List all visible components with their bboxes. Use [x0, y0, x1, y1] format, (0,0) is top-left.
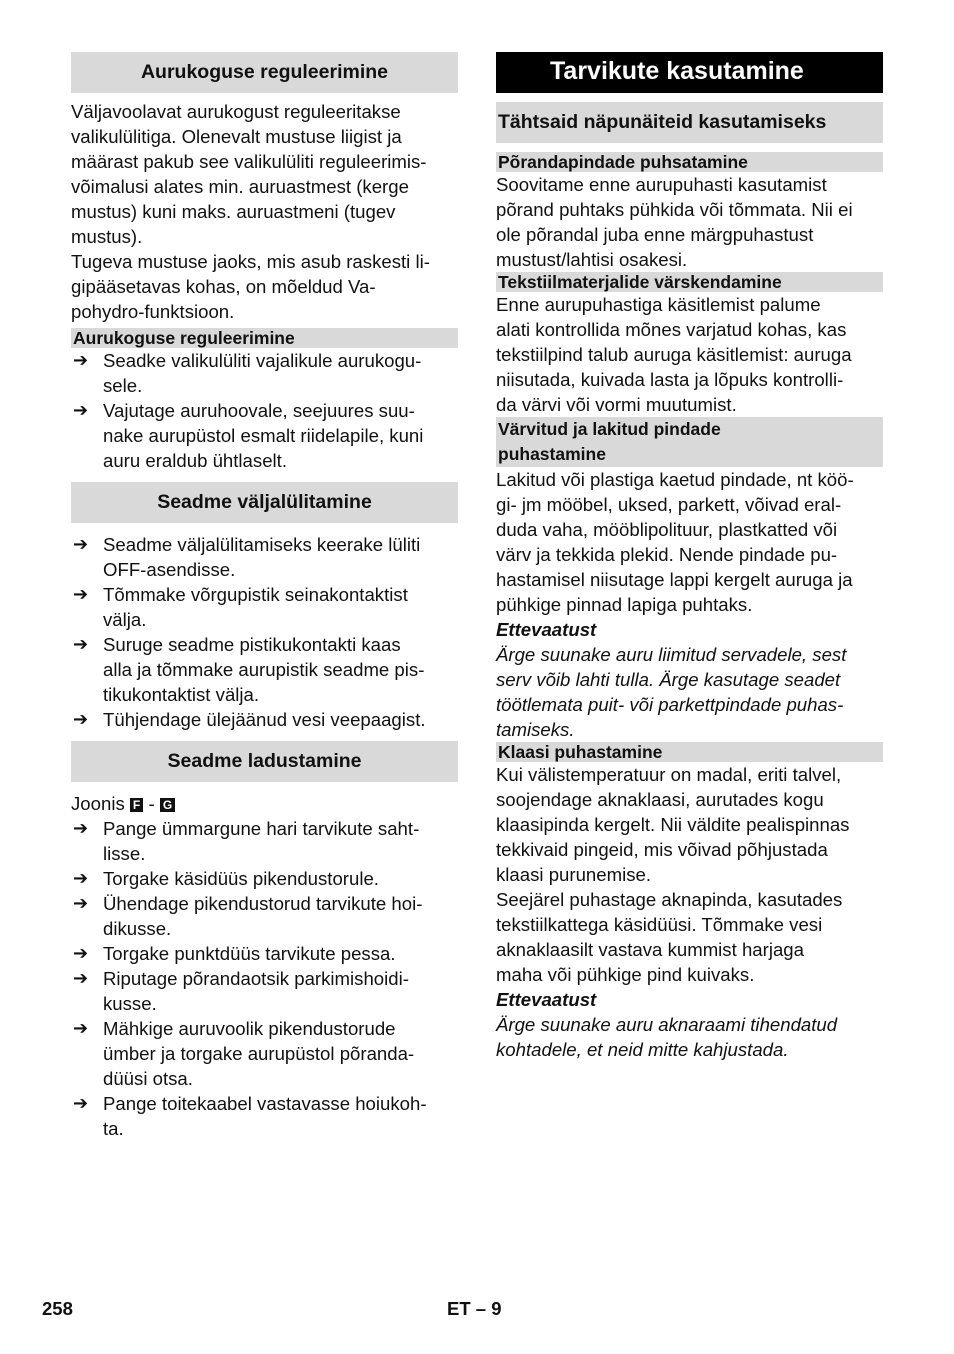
list-item-text: düüsi otsa. — [103, 1068, 193, 1089]
arrow-right-icon: ➔ — [73, 868, 89, 888]
section-heading: Tähtsaid näpunäiteid kasutamiseks — [496, 102, 883, 143]
list-item-text: dikusse. — [103, 918, 172, 939]
arrow-right-icon: ➔ — [73, 893, 89, 913]
caution-label: Ettevaatust — [496, 619, 597, 640]
figure-reference: Joonis F - G — [71, 791, 458, 816]
text-line: Ärge suunake auru liimitud servadele, sest — [496, 644, 847, 665]
list-item-text: Vajutage auruhoovale, seejuures suu- — [103, 400, 415, 421]
list-item-text: Pange ümmargune hari tarvikute saht- — [103, 818, 420, 839]
section-heading: Seadme ladustamine — [71, 741, 458, 782]
paragraph — [496, 172, 883, 272]
list-item-text: Torgake käsidüüs pikendustorule. — [103, 868, 379, 889]
text-line: Soovitame enne aurupuhasti kasutamist — [496, 174, 827, 195]
arrow-right-icon: ➔ — [73, 1018, 89, 1038]
section-marker: ET – 9 — [447, 1298, 502, 1319]
list-item-text: Riputage põrandaotsik parkimishoidi- — [103, 968, 409, 989]
arrow-right-icon: ➔ — [73, 968, 89, 988]
section-heading: Aurukoguse reguleerimine — [71, 52, 458, 93]
subheading: Põrandapindade puhsatamine — [496, 152, 883, 172]
list-item — [71, 866, 458, 891]
subheading: Tekstiilmaterjalide värskendamine — [496, 272, 883, 292]
list-item — [71, 348, 458, 398]
text-line: klaasi purunemise. — [496, 864, 652, 885]
list-item-text: auru eraldub ühtlaselt. — [103, 450, 287, 471]
instruction-list — [71, 532, 458, 732]
text-line: pohydro-funktsioon. — [71, 301, 235, 322]
list-item-text: Seadme väljalülitamiseks keerake lüliti — [103, 534, 421, 555]
list-item — [71, 1091, 458, 1141]
list-item-text: Pange toitekaabel vastavasse hoiukoh- — [103, 1093, 427, 1114]
text-line: Värvitud ja lakitud pindade — [498, 419, 721, 439]
list-item — [71, 1016, 458, 1091]
text-line: da värvi või vormi muutumist. — [496, 394, 737, 415]
list-item-text: Tühjendage ülejäänud vesi veepaagist. — [103, 709, 426, 730]
paragraph — [71, 249, 458, 324]
list-item — [71, 891, 458, 941]
text-line: niisutada, kuivada lasta ja lõpuks kontrolli- — [496, 369, 844, 390]
left-column — [71, 52, 458, 1141]
list-item-text: Suruge seadme pistikukontakti kaas — [103, 634, 401, 655]
subheading: Klaasi puhastamine — [496, 742, 883, 762]
arrow-right-icon: ➔ — [73, 1093, 89, 1113]
text-line: gipääsetavas kohas, on mõeldud Va- — [71, 276, 376, 297]
text-line: võimalusi alates min. auruastmest (kerge — [71, 176, 409, 197]
text-line: mustust/lahtisi osakesi. — [496, 249, 688, 270]
list-item-text: alla ja tõmmake aurupistik seadme pis- — [103, 659, 425, 680]
text-line: Enne aurupuhastiga käsitlemist palume — [496, 294, 821, 315]
arrow-right-icon: ➔ — [73, 400, 89, 420]
text-line: töötlemata puit- või parkettpindade puhas- — [496, 694, 844, 715]
text-line: valikulülitiga. Olenevalt mustuse liigist ja — [71, 126, 402, 147]
text-line: alati kontrollida mõnes varjatud kohas, kas — [496, 319, 847, 340]
paragraph — [71, 99, 458, 249]
figure-label: F — [130, 798, 143, 812]
text-line: kohtadele, et neid mitte kahjustada. — [496, 1039, 789, 1060]
text-line: ole põrandal juba enne märgpuhastust — [496, 224, 814, 245]
arrow-right-icon: ➔ — [73, 634, 89, 654]
paragraph — [496, 467, 883, 617]
text-line: Seejärel puhastage aknapinda, kasutades — [496, 889, 843, 910]
list-item-text: Tõmmake võrgupistik seinakontaktist — [103, 584, 408, 605]
chapter-title: Tarvikute kasutamine — [496, 52, 883, 93]
text-line: gi- jm mööbel, uksed, parkett, võivad eral- — [496, 494, 842, 515]
text-line: tamiseks. — [496, 719, 575, 740]
text-line: mustus) kuni maks. auruastmeni (tugev — [71, 201, 396, 222]
list-item-text: kusse. — [103, 993, 157, 1014]
caution-text — [496, 1012, 883, 1062]
text-line: duda vaha, mööblipolituur, plastkatted või — [496, 519, 838, 540]
paragraph — [496, 887, 883, 987]
list-item-text: Mähkige auruvoolik pikendustorude — [103, 1018, 396, 1039]
text-line: põrand puhtaks pühkida või tõmmata. Nii ei — [496, 199, 853, 220]
text-line: hastamisel niisutage lappi kergelt auruga ja — [496, 569, 853, 590]
section-heading: Seadme väljalülitamine — [71, 482, 458, 523]
list-item-text: välja. — [103, 609, 147, 630]
arrow-right-icon: ➔ — [73, 584, 89, 604]
page-number: 258 — [42, 1298, 73, 1319]
text-line: soojendage aknaklaasi, aurutades kogu — [496, 789, 824, 810]
list-item-text: tikukontaktist välja. — [103, 684, 260, 705]
text-line: Lakitud või plastiga kaetud pindade, nt köö- — [496, 469, 854, 490]
instruction-list — [71, 816, 458, 1141]
text-line: pühkige pinnad lapiga puhtaks. — [496, 594, 753, 615]
subheading: Aurukoguse reguleerimine — [71, 328, 458, 348]
list-item-text: OFF-asendisse. — [103, 559, 236, 580]
list-item-text: Torgake punktdüüs tarvikute pessa. — [103, 943, 396, 964]
text-line: Kui välistemperatuur on madal, eriti talvel, — [496, 764, 842, 785]
text-line: tekstiilkattega käsidüüsi. Tõmmake vesi — [496, 914, 823, 935]
text-line: Tugeva mustuse jaoks, mis asub raskesti li- — [71, 251, 430, 272]
right-column — [496, 52, 883, 1062]
paragraph — [496, 292, 883, 417]
text-line: määrast pakub see valikulüliti reguleerimis- — [71, 151, 427, 172]
text-line: Väljavoolavat aurukogust reguleeritakse — [71, 101, 401, 122]
caution-text — [496, 642, 883, 742]
figure-label: G — [160, 798, 175, 812]
arrow-right-icon: ➔ — [73, 534, 89, 554]
text-line: aknaklaasilt vastava kummist harjaga — [496, 939, 804, 960]
list-item — [71, 966, 458, 1016]
subheading — [496, 417, 883, 467]
text-line: värv ja tekkida plekid. Nende pindade pu- — [496, 544, 838, 565]
arrow-right-icon: ➔ — [73, 350, 89, 370]
text-line: maha või pühkige pind kuivaks. — [496, 964, 755, 985]
arrow-right-icon: ➔ — [73, 818, 89, 838]
list-item-text: sele. — [103, 375, 143, 396]
text-line: serv võib lahti tulla. Ärge kasutage seadet — [496, 669, 841, 690]
list-item-text: ümber ja torgake aurupüstol põranda- — [103, 1043, 415, 1064]
arrow-right-icon: ➔ — [73, 943, 89, 963]
text-line: tekkivaid pingeid, mis võivad põhjustada — [496, 839, 828, 860]
text-line: tekstiilpind talub auruga käsitlemist: auruga — [496, 344, 852, 365]
list-item-text: ta. — [103, 1118, 124, 1139]
arrow-right-icon: ➔ — [73, 709, 89, 729]
list-item-text: lisse. — [103, 843, 146, 864]
text-line: klaasipinda kergelt. Nii väldite pealispinnas — [496, 814, 850, 835]
list-item-text: nake aurupüstol esmalt riidelapile, kuni — [103, 425, 424, 446]
list-item — [71, 816, 458, 866]
instruction-list — [71, 348, 458, 473]
list-item — [71, 707, 458, 732]
list-item — [71, 632, 458, 707]
list-item-text: Ühendage pikendustorud tarvikute hoi- — [103, 893, 423, 914]
text-line: puhastamine — [498, 444, 606, 464]
caution-label: Ettevaatust — [496, 989, 597, 1010]
list-item — [71, 532, 458, 582]
list-item-text: Seadke valikulüliti vajalikule aurukogu- — [103, 350, 422, 371]
paragraph — [496, 762, 883, 887]
text-line: mustus). — [71, 226, 143, 247]
text-line: Ärge suunake auru aknaraami tihendatud — [496, 1014, 838, 1035]
list-item — [71, 941, 458, 966]
list-item — [71, 398, 458, 473]
list-item — [71, 582, 458, 632]
